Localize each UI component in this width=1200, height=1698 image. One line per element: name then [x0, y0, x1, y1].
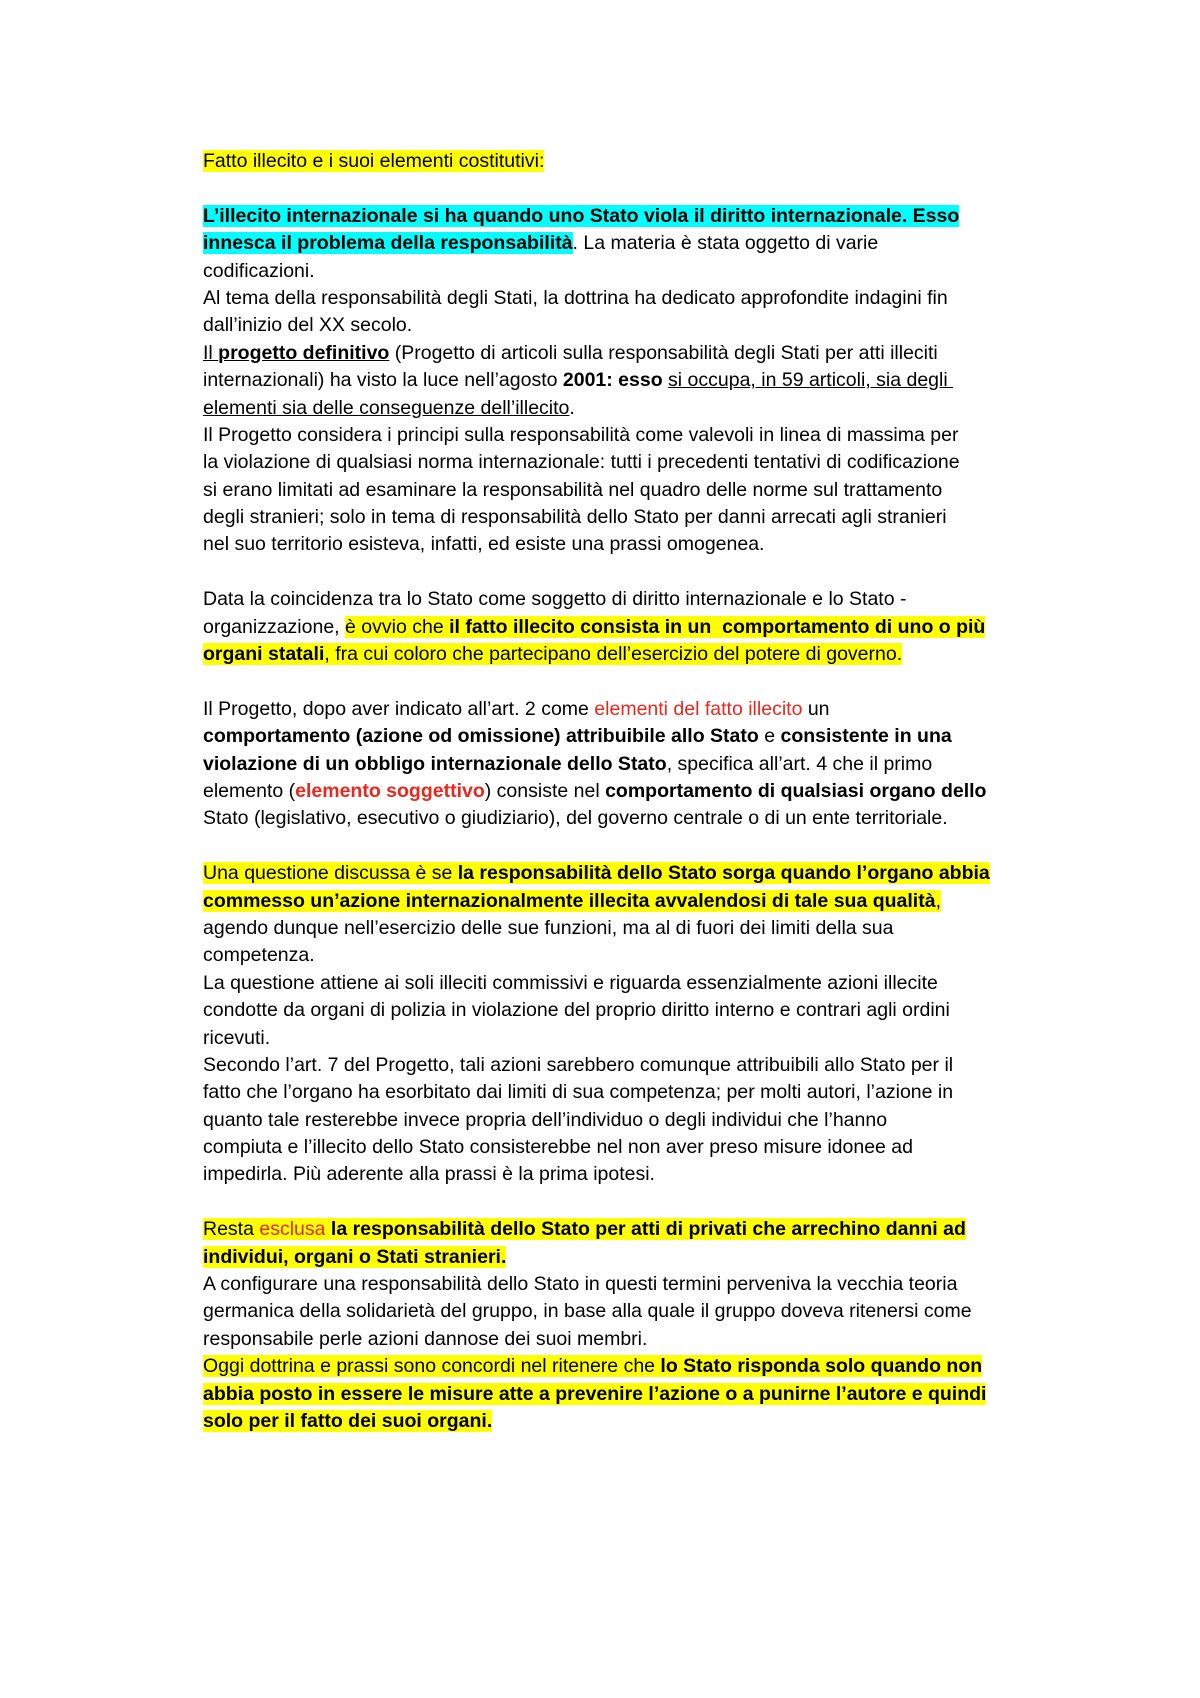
p4-line-10: quanto tale resterebbe invece propria dell’individuo o degli individui che l’hanno: [203, 1108, 888, 1131]
spacer: [203, 1189, 1020, 1216]
yellow-highlight-bold: la responsabilità dello Stato sorga quando l’organo abbia: [457, 862, 990, 885]
p5-line-1: [203, 1216, 1020, 1243]
p1-line-12: degli stranieri; solo in tema di responsabilità dello Stato per danni arrecati agli stranieri: [203, 506, 947, 529]
text: Il Progetto, dopo aver indicato all’art. 2 come: [203, 697, 595, 720]
p5-line-5: responsabile perle azioni dannose dei suoi membri.: [203, 1327, 648, 1350]
yellow-highlight-bold: la responsabilità dello Stato per atti di privati che arrechino danni ad: [325, 1218, 966, 1241]
p5-line-2: [203, 1244, 1020, 1271]
red-bold-text: elemento soggettivo: [295, 779, 485, 802]
p2-line-3: [203, 641, 1020, 668]
p2-line-1: Data la coincidenza tra lo Stato come soggetto di diritto internazionale e lo Stato -: [203, 588, 907, 611]
spacer: [203, 175, 1020, 202]
cyan-highlight: innesca il problema della responsabilità: [203, 232, 573, 255]
p3-line-1: [203, 696, 1020, 723]
text: elemento (: [203, 779, 296, 802]
yellow-highlight-bold: lo Stato risponda solo quando non: [660, 1355, 983, 1378]
p5-line-6: [203, 1353, 1020, 1380]
cyan-highlight: L’illecito internazionale si ha quando uno Stato viola il diritto internazionale. Esso: [203, 204, 960, 227]
bold-text: violazione di un obbligo internazionale dello Stato: [203, 752, 667, 775]
p1-line-10: la violazione di qualsiasi norma internazionale: tutti i precedenti tentativi di codificazione: [203, 451, 960, 474]
red-text: elementi del fatto illecito: [594, 697, 803, 720]
yellow-highlight-bold: solo per il fatto dei suoi organi.: [203, 1409, 493, 1432]
p3-line-2: [203, 723, 1020, 750]
text: e: [758, 725, 781, 748]
text: ) consiste nel: [484, 779, 606, 802]
p1-line-13: nel suo territorio esisteva, infatti, ed esiste una prassi omogenea.: [203, 533, 765, 556]
p1-line-6: [203, 340, 1020, 367]
p1-line-7: [203, 367, 1020, 394]
p1-line-5: dall’inizio del XX secolo.: [203, 314, 413, 337]
text: (Progetto di articoli sulla responsabilità degli Stati per atti illeciti: [389, 341, 938, 364]
p2-line-2: [203, 614, 1020, 641]
yellow-highlight: Resta: [203, 1218, 260, 1241]
p4-line-12: impedirla. Più aderente alla prassi è la prima ipotesi.: [203, 1163, 655, 1186]
yellow-highlight-bold: commesso un’azione internazionalmente illecita avvalendosi di tale sua qualità: [203, 889, 936, 912]
p4-line-2: [203, 888, 1020, 915]
p1-line-3: codificazioni.: [203, 259, 315, 282]
p3-line-3: [203, 751, 1020, 778]
yellow-highlight: Oggi dottrina e prassi sono concordi nel ritenere che: [203, 1355, 661, 1378]
p4-line-9: fatto che l’organo ha esorbitato dai limiti di sua competenza; per molti autori, l’azione in: [203, 1081, 954, 1104]
text: internazionali) ha visto la luce nell’agosto: [203, 369, 563, 392]
p4-line-3: agendo dunque nell’esercizio delle sue funzioni, ma al di fuori dei limiti della sua: [203, 916, 894, 939]
text: , specifica all’art. 4 che il primo: [666, 752, 933, 775]
doc-title: Fatto illecito e i suoi elementi costitutivi:: [203, 150, 545, 172]
yellow-highlight: è ovvio che: [345, 615, 450, 638]
spacer: [203, 559, 1020, 586]
bold-text: comportamento (azione od omissione) attribuibile allo Stato: [203, 725, 759, 748]
p3-line-5: Stato (legislativo, esecutivo o giudiziario), del governo centrale o di un ente territoriale.: [203, 807, 948, 830]
p1-line-1: [203, 203, 1020, 230]
p4-line-5: La questione attiene ai soli illeciti commissivi e riguarda essenzialmente azioni illecite: [203, 971, 938, 994]
p1-line-2: [203, 230, 1020, 257]
bold-text: 2001: esso: [562, 369, 663, 392]
bold-text: consistente in una: [780, 725, 952, 748]
spacer: [203, 668, 1020, 695]
p5-line-3: A configurare una responsabilità dello Stato in questi termini perveniva la vecchia teoria: [203, 1273, 958, 1296]
p1-line-8: [203, 395, 1020, 422]
p4-line-7: ricevuti.: [203, 1026, 271, 1049]
underlined-text: elementi sia delle conseguenze dell’illecito: [203, 396, 570, 419]
yellow-highlight-bold: il fatto illecito consista in un comportamento di uno o più: [449, 615, 986, 638]
underlined-text: si occupa, in 59 articoli, sia degli: [668, 369, 954, 392]
bold-text: comportamento di qualsiasi organo dello: [605, 779, 987, 802]
doc-title-line: [203, 148, 1020, 175]
spacer: [203, 833, 1020, 860]
p5-line-4: germanica della solidarietà del gruppo, in base alla quale il gruppo doveva ritenersi come: [203, 1300, 972, 1323]
yellow-highlight-bold: organi statali: [203, 643, 325, 666]
p3-line-4: [203, 778, 1020, 805]
p4-line-8: Secondo l’art. 7 del Progetto, tali azioni sarebbero comunque attribuibili allo Stato per il: [203, 1053, 954, 1076]
p4-line-6: condotte da organi di polizia in violazione del proprio diritto interno e contrari agli ordini: [203, 999, 950, 1022]
text: .: [569, 396, 575, 419]
p5-line-7: [203, 1381, 1020, 1408]
yellow-highlight-bold: abbia posto in essere le misure atte a prevenire l’azione o a punirne l’autore e quindi: [203, 1382, 987, 1405]
p5-line-8: [203, 1408, 1020, 1435]
yellow-highlight: , fra cui coloro che partecipano dell’esercizio del potere di governo.: [324, 643, 903, 666]
text: Il: [203, 341, 219, 364]
yellow-highlight-bold: individui, organi o Stati stranieri.: [203, 1245, 507, 1268]
p1-line-4: Al tema della responsabilità degli Stati, la dottrina ha dedicato approfondite indagini fin: [203, 286, 948, 309]
p4-line-4: competenza.: [203, 944, 315, 967]
p4-line-1: [203, 860, 1020, 887]
yellow-highlight: Una questione discussa è se: [203, 862, 458, 885]
underlined-bold: progetto definitivo: [218, 341, 390, 364]
text: organizzazione,: [203, 615, 346, 638]
text: . La materia è stata oggetto di varie: [572, 232, 879, 255]
text: un: [802, 697, 830, 720]
yellow-highlight-red: esclusa: [259, 1218, 326, 1241]
p1-line-11: si erano limitati ad esaminare la responsabilità nel quadro delle norme sul trattamento: [203, 478, 943, 501]
yellow-highlight: ,: [935, 889, 941, 912]
p1-line-9: Il Progetto considera i principi sulla responsabilità come valevoli in linea di massima per: [203, 423, 959, 446]
p4-line-11: compiuta e l’illecito dello Stato consisterebbe nel non aver preso misure idonee ad: [203, 1136, 913, 1159]
